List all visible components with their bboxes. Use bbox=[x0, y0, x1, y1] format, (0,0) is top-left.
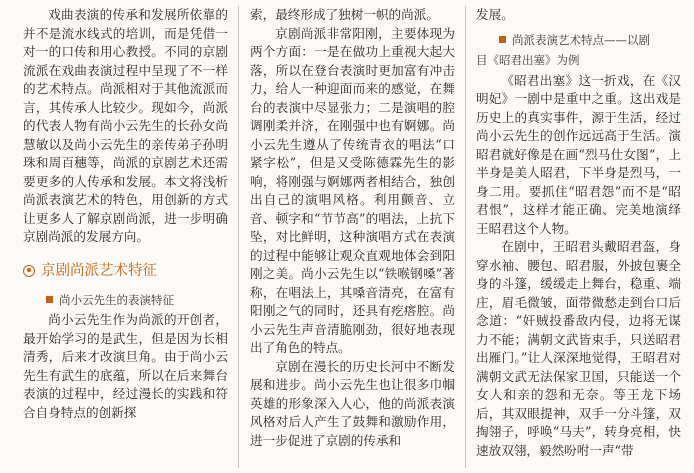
subheading-features bbox=[476, 31, 681, 50]
column-2 bbox=[250, 6, 455, 473]
subheading-text-line1: 尚派表演艺术特点——以剧 bbox=[512, 32, 650, 47]
target-circle-icon bbox=[23, 265, 35, 277]
paragraph-shang-xiaoyun: 尚小云先生作为尚派的开创者，最开始学习的是武生，但是因为长相清秀，后来才改演旦角。由于尚小云先生有武生的底蕴，所以在后来舞台表演的过程中，经过漫长的实践和符合自身特点的创新探 bbox=[23, 312, 228, 420]
column-1 bbox=[23, 6, 228, 473]
section-heading bbox=[23, 261, 228, 281]
column-3 bbox=[476, 6, 681, 473]
paragraph-development: 京剧在漫长的历史长河中不断发展和进步。尚小云先生也让很多巾帼英雄的形象深入人心，他的尚派表演风格对后人产生了鼓舞和激励作用，进一步促进了京剧的传承和 bbox=[250, 358, 455, 448]
paragraph-continued: 索，最终形成了独树一帜的尚派。 bbox=[250, 7, 439, 22]
column-divider-right bbox=[465, 6, 466, 468]
paragraph-zhaojun-costume: 在剧中，王昭君头戴昭君盔，身穿水袖、腰包、昭君服，外披包裹全身的斗篷，缓缓走上舞台，稳重、端庄，眉毛微皱，面带微愁走到台口后念道：“奸贼投番敌内侵，边将无谋力不能；满朝文武皆束手，只送昭君出雁门。”让人深深地觉得，王昭君对满朝文武无法保家卫国，只能送一个女人和亲的怨和无奈。等王龙下场后，其双眼提神，双手一分斗篷，双掏翎子，呼唤“马夫”，转身亮相，快速放双翎，毅然吩咐一声“带 bbox=[476, 239, 681, 458]
column-divider-left bbox=[238, 6, 239, 468]
paragraph-zhaojun-play: 《昭君出塞》这一折戏，在《汉明妃》一剧中是重中之重。这出戏是历史上的真实事件，源于生活，经过尚小云先生的创作远远高于生活。演昭君就好像是在画“烈马仕女图”，上半身是美人昭君，下半身是烈马，一身二用。要抓住“昭君怨”而不是“昭君恨”，这样才能正确、完美地演绎王昭君这个人物。 bbox=[476, 72, 681, 236]
paragraph-intro: 戏曲表演的传承和发展所依靠的并不是流水线式的培训，而是凭借一对一的口传和用心教授。不同的京剧流派在戏曲表演过程中呈现了不一样的艺术特点。尚派相对于其他流派而言，其传承人比较少。现如今，尚派的代表人物有尚小云先生的长孙女尚慧敏以及尚小云先生的亲传弟子孙明珠和周百穗等，尚派的京剧艺术还需要更多的人传承和发展。本文将浅析尚派表演艺术的特色，用创新的方式让更多人了解京剧尚派，进一步明确京剧尚派的发展方向。 bbox=[23, 7, 228, 244]
paragraph-continued: 发展。 bbox=[476, 7, 514, 22]
subheading-performance bbox=[23, 291, 228, 310]
square-bullet-icon bbox=[499, 36, 506, 43]
section-heading-text: 京剧尚派艺术特征 bbox=[41, 262, 157, 279]
paragraph-masculine-style: 京剧尚派非常阳刚，主要体现为两个方面：一是在做功上重视大起大落，所以在登台表演时更加富有冲击力，给人一种迎面而来的感觉，在舞台的表演中尽显张力；二是演唱的腔调刚柔并济，在刚强中也有婀娜。尚小云先生遵从了传统青衣的唱法“口紧字松”，但是又受陈德霖先生的影响，将刚强与婀娜两者相结合，独创出自己的演唱风格。利用颤音、立音、顿字和“节节高”的唱法，上抗下坠，对比鲜明，这种演唱方式在表演的过程中能够让观众直观地体会到阳刚之美。尚小云先生以“铁喉钢嗓”著称，在唱法上，其嗓音清亮，在富有阳刚之气的同时，还具有疙瘩腔。尚小云先生声音清脆刚劲，很好地表现出了角色的特点。 bbox=[250, 25, 455, 355]
square-bullet-icon bbox=[46, 296, 53, 303]
subheading-text-line2: 目《昭君出塞》为例 bbox=[476, 53, 580, 67]
subheading-text: 尚小云先生的表演特征 bbox=[59, 292, 174, 307]
subheading-features-line2 bbox=[476, 51, 681, 70]
